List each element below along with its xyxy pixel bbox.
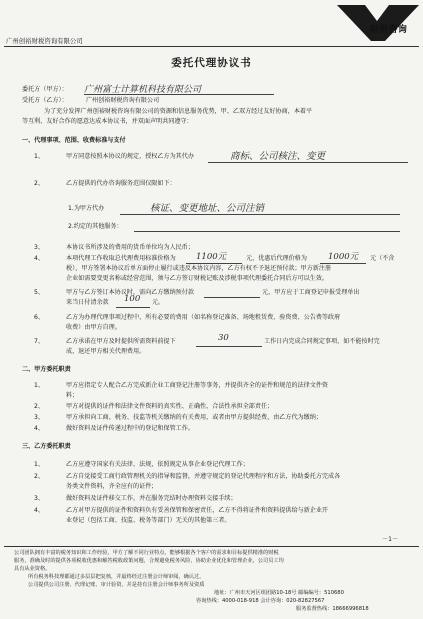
disclaimer-line-1: 公司团队拥有丰富的税务知识和工作经验，甲方了解不同行业特点，能够根据各个客户的需求和目标提供精准的财税: [14, 550, 279, 556]
disclaimer-line-2: 服务，准确及时的提供各项税收优惠和解答税收政策问题，合规避免税务风险，协助企业优化和管理企业，公司员工均: [14, 558, 284, 564]
clause-1-3-number: 3、: [34, 244, 44, 251]
s2-item-1-number: 1、: [34, 382, 44, 389]
clause-1-7-text-b: 工作日内完成合同规定事项，如不能按时完: [264, 338, 380, 345]
s3-item-2-number: 2、: [34, 473, 44, 480]
s2-item-3-number: 3、: [34, 414, 44, 421]
clause-1-3-text: 本协议书所涉及的费用的货币单位均为人民币；: [66, 244, 194, 251]
client-name-underline: [84, 94, 274, 95]
clause-1-4-discount-handwritten: 1000元: [328, 252, 359, 262]
clause-1-5-text-c: 来当日付清余款: [66, 299, 109, 306]
preamble-line-1: 为了充分发挥广州创裕财税咨询有限公司的资源和信息服务优势，甲、乙双方经过友好协商，本着平: [44, 108, 313, 115]
s2-item-4-number: 4、: [34, 425, 44, 432]
s2-item-2-line-1: 甲方对提供的证件和法律文件资料的真实性、正确性、合法性承担全部责任；: [66, 403, 274, 410]
clause-1-7-days-underline: [196, 346, 262, 347]
section-3-heading: 三、乙方委托职责: [22, 443, 71, 450]
clause-1-7-line-2: 成，退还甲方相关代理费用。: [66, 348, 146, 355]
clause-1-2-item-2-underline: [134, 231, 400, 232]
preamble-line-2: 等互利、友好合作的愿意达成本协议书，并双面声明共同遵守：: [22, 118, 193, 125]
s2-item-4-line-1: 做好资料及证件传递过程中的登记和保管工作。: [66, 425, 194, 432]
clause-1-4-text-a: 本项代理工作收取总代理费用标准价格为: [66, 255, 176, 262]
clause-1-4-number: 4、: [34, 255, 44, 262]
clause-1-2-number: 2、: [34, 180, 44, 187]
s3-item-2-line-2: 务类文件资料，齐全应有的证件；: [66, 483, 158, 490]
s3-item-4-line-2: 业登记（包括工商、技监、税务等部门）无关的其他第三者。: [66, 517, 231, 524]
clause-1-7-days-handwritten: 30: [218, 333, 229, 343]
clause-1-6-number: 6、: [34, 314, 44, 321]
clause-1-1-number: 1、: [34, 153, 44, 160]
clause-1-4-price-handwritten: 1100元: [196, 252, 227, 262]
contact-service-hotline: 服务监督热线：18666996818: [296, 606, 369, 612]
clause-1-7-text-a: 乙方承诺在甲方及时提供所需资料前提下: [66, 338, 176, 345]
s3-item-3-line-1: 做好资料及证件移交工作，并在服务完结时办理资料交接手续；: [66, 495, 237, 502]
clause-1-5-prepay-underline: [204, 297, 260, 298]
s2-item-1-line-2: 料；: [66, 392, 79, 399]
client-name-handwritten: 广州富士计算机科技有限公司: [84, 85, 202, 95]
document-title: 委托代理协议书: [171, 57, 252, 69]
s3-item-1-line-1: 乙方应遵守国家有关法律、法规，依照规定从事企业登记代理工作；: [66, 461, 249, 468]
clause-1-1-underline: [208, 162, 408, 163]
s3-item-2-line-1: 乙方自觉接受工商行政管理机关的指导和监督，并遵守规定的登记代理程序和方法，协助委托方完成各: [66, 473, 341, 480]
s2-item-3-line-1: 甲方承担向工商、税务、技监等机关缴纳的有关费用，或者由甲方提供经费，由乙方代为缴纳；: [66, 414, 322, 421]
clause-1-4-line-2: 税），甲方签署本协议后单方面停止履行或违反本协议内容，乙方有权不予退还预付款；甲方新注册: [66, 265, 332, 272]
clause-1-2-item-1-handwritten: 核证、变更地址、公司注销: [150, 203, 265, 214]
contact-address: 地址：广州市天河区组团路10-18号 邮编编号：510680: [214, 590, 344, 596]
clause-1-5-number: 5、: [34, 289, 44, 296]
header-company-name: 广州创裕财税咨询有限公司: [6, 37, 83, 45]
clause-1-4-discount-underline: [320, 263, 366, 264]
clause-1-4-line-3: 企业如需要变更名称或经营范围，须与乙方签订财税记账及涉税事项代理委托合同后方可以生效。: [66, 275, 329, 282]
clause-1-7-number: 7、: [34, 338, 44, 345]
disclaimer-line-4: 所有税务科技理都通过多层层把复核，并最终经过注册会计师审阅，确认过。: [28, 574, 205, 580]
s2-item-2-number: 2、: [34, 403, 44, 410]
clause-1-5-text-a: 甲方与乙方签订本协议时，需向乙方缴纳预付款: [66, 289, 194, 296]
clause-1-2-item-1: 1.为甲方代办: [68, 205, 105, 212]
s3-item-4-line-1: 乙方对甲方提供的证件和资料负有妥善保管和保密责任，乙方不得将证件和资料提供给与新企业开: [66, 507, 329, 514]
clause-1-4-text-c: 元（不含: [370, 255, 395, 262]
clause-1-4-text-b: 元，优惠后代理价格为: [246, 255, 307, 262]
client-label: 委托方（甲方）：: [22, 86, 68, 93]
section-2-heading: 二、甲方委托职责: [22, 366, 71, 373]
clause-1-5-text-b: 元，甲方应于工商登记申报受理单出: [262, 289, 360, 296]
agent-name: 广州创裕财税咨询有限公司: [86, 97, 160, 104]
clause-1-5-balance-underline: [116, 307, 150, 308]
clause-1-1-text: 甲方同意按照本协议的规定，授权乙方为其代办: [66, 153, 194, 160]
clause-1-5-text-d: 元。: [152, 299, 165, 306]
agent-label: 受托方（乙方）：: [22, 97, 68, 104]
contact-phone: 咨询热线：4000-018-918 会计咨询：020-82827567: [196, 598, 325, 604]
clause-1-1-handwritten: 商标、公司核注、变更: [230, 151, 326, 162]
clause-1-6-line-2: 收费）由甲方自理。: [66, 324, 121, 331]
clause-1-2-item-2: 2.约定的其他服务：: [68, 223, 123, 230]
footer-divider: [4, 546, 419, 547]
clause-1-2-text: 乙方提供的代办咨询服务范围仅限如下：: [66, 180, 176, 187]
page-number: －1－: [382, 536, 399, 543]
s3-item-1-number: 1、: [34, 461, 44, 468]
header-divider: [4, 46, 419, 47]
logo-text: 财税咨询: [370, 25, 408, 35]
clause-1-2-item-1-underline: [120, 214, 400, 215]
section-1-heading: 一、代理事项、范围、收费标准与支付: [22, 137, 126, 144]
clause-1-6-line-1: 乙方为办理代理事项过程中，所有必要的费用（如名称登记准备、场地租赁费、验资费、公告费等政府: [66, 314, 341, 321]
logo-letter: Y: [373, 9, 381, 22]
s2-item-1-line-1: 甲方应指定专人配合乙方完成新企业工商登记注册等事务，并提供齐全的证件和规范的法律文件资: [66, 382, 329, 389]
clause-1-5-balance-handwritten: 100: [124, 294, 141, 304]
s3-item-3-number: 3、: [34, 495, 44, 502]
s3-item-4-number: 4、: [34, 507, 44, 514]
disclaimer-line-3: 具有从业资格。: [14, 566, 51, 572]
disclaimer-line-5: 公司提供公司注册、代理记账、审计验资，并是持有注册会计师事务所及资质: [28, 582, 205, 588]
clause-1-4-price-underline: [186, 263, 242, 264]
